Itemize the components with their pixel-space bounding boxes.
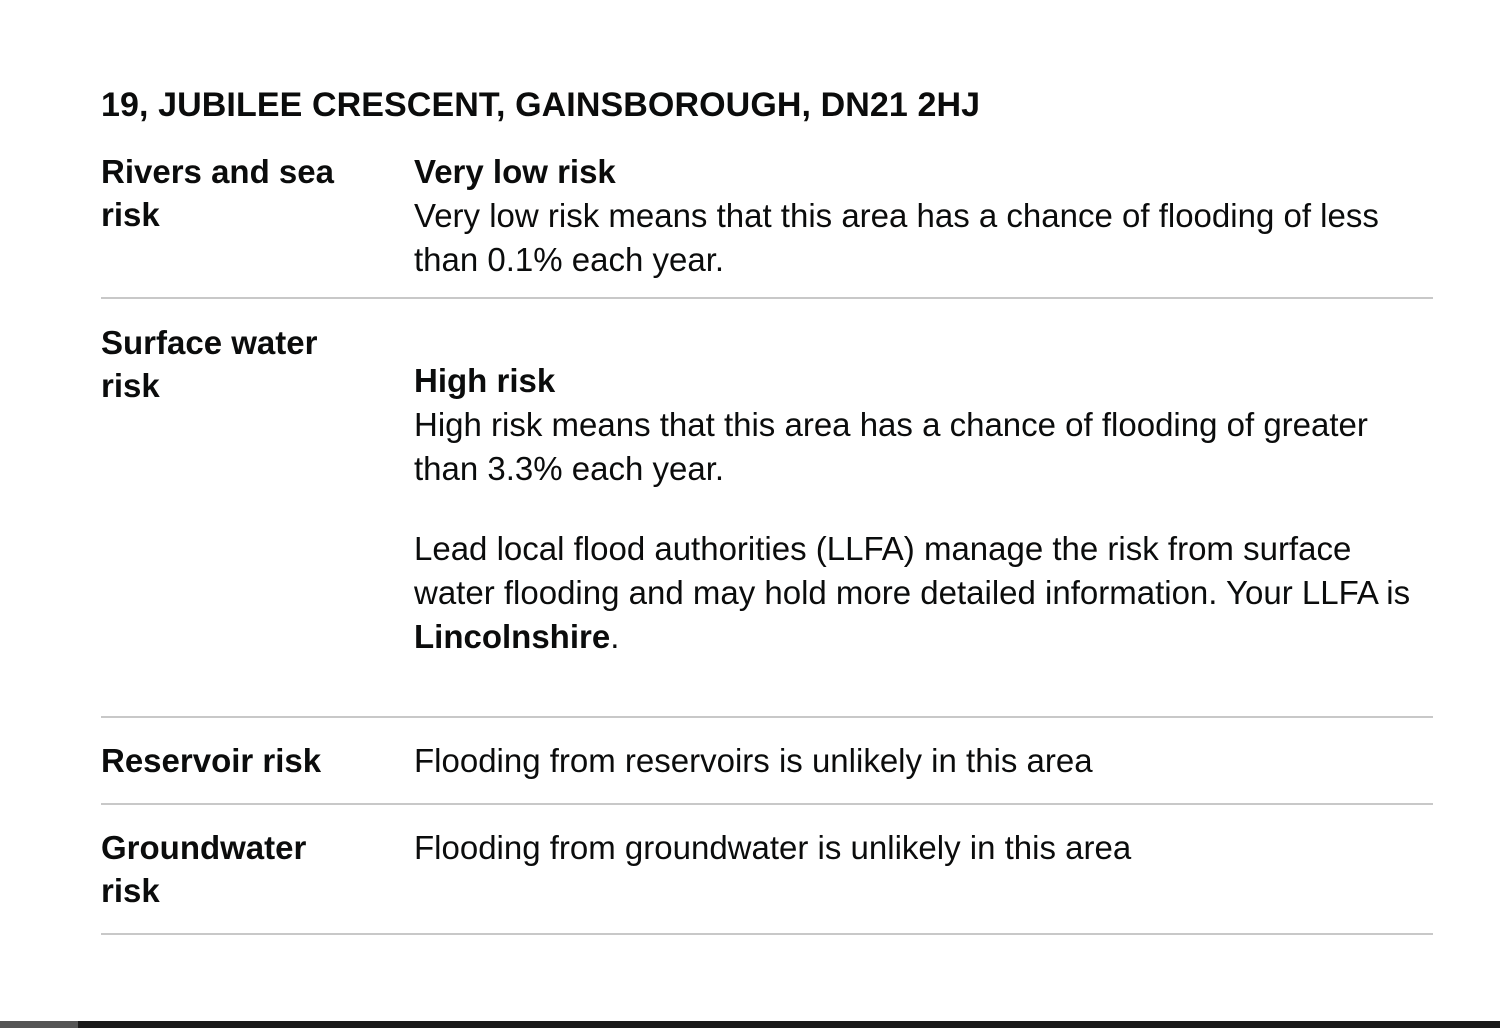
llfa-info-text: Lead local flood authorities (LLFA) manage the risk from surface water flooding and may hold more detailed information. Your LLFA is (414, 530, 1411, 611)
rivers-sea-risk-level: Very low risk (414, 153, 616, 190)
llfa-info-end: . (610, 618, 620, 655)
llfa-name: Lincolnshire (414, 618, 611, 655)
surface-water-risk-description: High risk means that this area has a chance of flooding of greater than 3.3% each year. (414, 406, 1368, 487)
bottom-bar (0, 1021, 1500, 1028)
reservoir-risk-description: Flooding from reservoirs is unlikely in this area (414, 742, 1093, 779)
bottom-bar-segment (0, 1021, 78, 1028)
rivers-sea-risk-row (101, 150, 1433, 299)
llfa-info (414, 527, 1424, 659)
surface-water-risk-row (101, 320, 1433, 718)
reservoir-risk-label: Reservoir risk (101, 742, 322, 779)
groundwater-risk-description: Flooding from groundwater is unlikely in this area (414, 829, 1132, 866)
surface-water-risk-value (414, 359, 1424, 659)
rivers-sea-risk-description: Very low risk means that this area has a chance of flooding of less than 0.1% each year. (414, 197, 1379, 278)
rivers-sea-risk-label: Rivers and sea risk (101, 153, 334, 233)
groundwater-risk-row (101, 826, 1433, 935)
rivers-sea-risk-value (414, 150, 1424, 282)
reservoir-risk-row (101, 738, 1433, 805)
surface-water-risk-level: High risk (414, 362, 556, 399)
surface-water-risk-label: Surface water risk (101, 324, 318, 404)
groundwater-risk-label: Groundwater risk (101, 829, 307, 909)
property-address: 19, JUBILEE CRESCENT, GAINSBOROUGH, DN21 2HJ (101, 86, 981, 124)
